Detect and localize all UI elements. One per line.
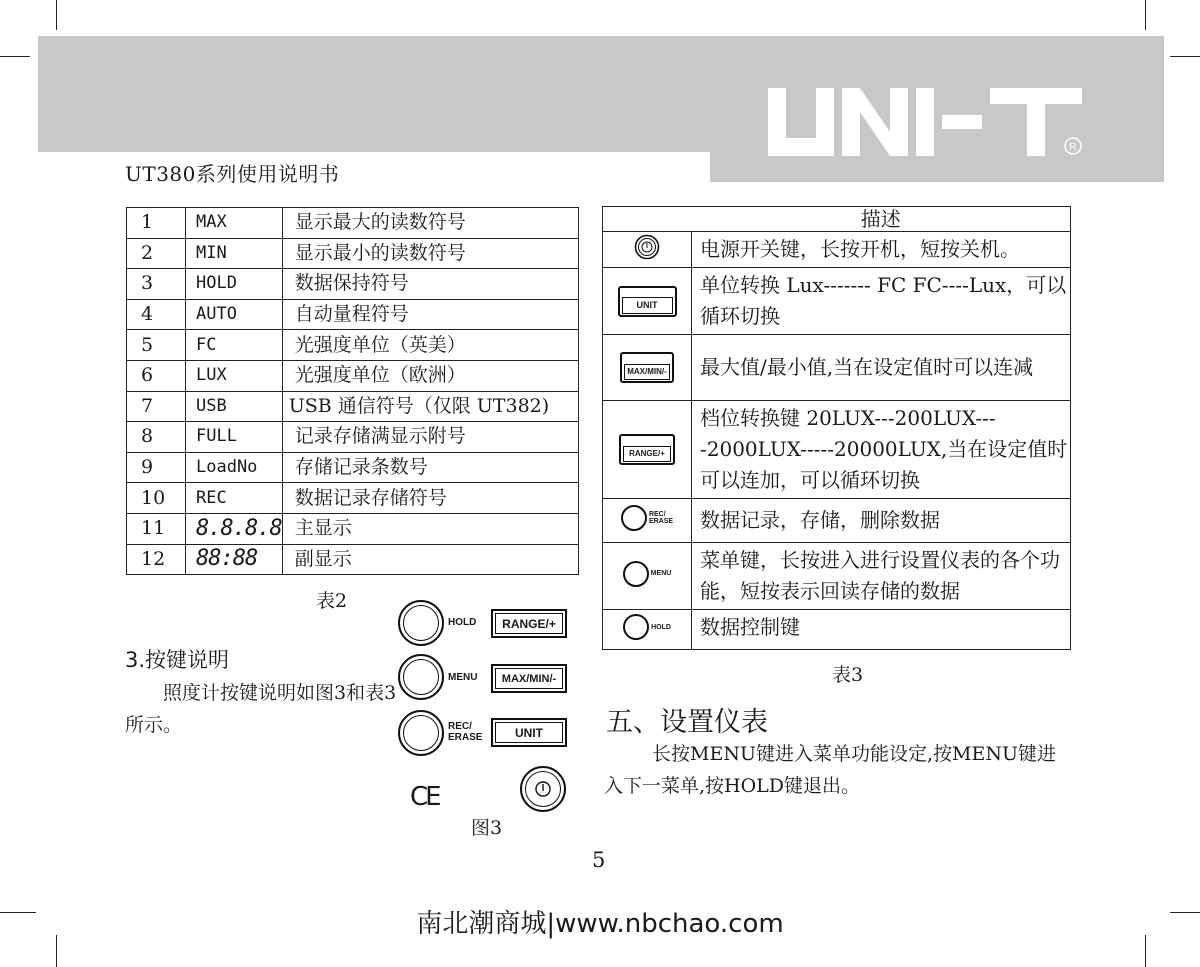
table-row bbox=[127, 391, 579, 422]
rec-erase-key-desc: 数据记录，存储，删除数据 bbox=[692, 499, 1071, 543]
table-row bbox=[127, 513, 579, 544]
menu-key-icon bbox=[398, 654, 444, 700]
table-row bbox=[127, 483, 579, 514]
symbol-description: 光强度单位（英美） bbox=[282, 330, 578, 361]
maxmin-key-desc: 最大值/最小值,当在设定值时可以连减 bbox=[692, 335, 1071, 401]
range-key-icon: RANGE/+ bbox=[619, 434, 675, 465]
symbol-description: 显示最小的读数符号 bbox=[282, 238, 578, 269]
power-key-icon bbox=[634, 234, 660, 260]
unit-key-icon: UNIT bbox=[491, 718, 567, 747]
menu-ring-icon bbox=[623, 561, 649, 587]
symbol-description: 光强度单位（欧洲） bbox=[282, 360, 578, 391]
symbol-code: USB bbox=[186, 391, 283, 422]
lcd-digits-icon bbox=[186, 513, 283, 544]
rec-erase-key-icon bbox=[398, 710, 444, 756]
row-number: 3 bbox=[127, 269, 186, 300]
symbol-description: 副显示 bbox=[282, 544, 578, 575]
crop-mark bbox=[1145, 0, 1146, 30]
symbol-description: 显示最大的读数符号 bbox=[282, 208, 578, 239]
crop-mark bbox=[1170, 56, 1200, 57]
table-row bbox=[127, 238, 579, 269]
symbol-code: MAX bbox=[186, 208, 283, 239]
ce-mark: CE bbox=[410, 782, 439, 812]
row-number: 12 bbox=[127, 544, 186, 575]
symbol-description: USB 通信符号（仅限 UT382) bbox=[282, 391, 578, 422]
maxmin-key-cell bbox=[603, 335, 692, 401]
unit-key-desc: 单位转换 Lux------- FC FC----Lux，可以循环切换 bbox=[692, 268, 1071, 335]
symbol-description: 主显示 bbox=[282, 513, 578, 544]
symbol-description: 记录存储满显示附号 bbox=[282, 422, 578, 453]
table-row bbox=[127, 269, 579, 300]
key-table-corner bbox=[603, 207, 692, 232]
symbol-code: MIN bbox=[186, 238, 283, 269]
doc-title: UT380系列使用说明书 bbox=[125, 162, 340, 186]
table-row bbox=[127, 330, 579, 361]
symbol-code: LoadNo bbox=[186, 452, 283, 483]
lcd-digits-text: 88:88 bbox=[196, 546, 258, 572]
table-row bbox=[127, 422, 579, 453]
symbol-code: AUTO bbox=[186, 299, 283, 330]
row-number: 8 bbox=[127, 422, 186, 453]
range-key-desc: 档位转换键 20LUX---200LUX----2000LUX-----20000LUX,当在设定值时可以连加，可以循环切换 bbox=[692, 401, 1071, 499]
row-number: 6 bbox=[127, 360, 186, 391]
row-number: 11 bbox=[127, 513, 186, 544]
range-key-cell bbox=[603, 401, 692, 499]
symbol-code: FC bbox=[186, 330, 283, 361]
key-table-header: 描述 bbox=[692, 207, 1071, 232]
rec-erase-key-icon bbox=[621, 505, 673, 531]
table2-caption: 表2 bbox=[316, 590, 348, 612]
hold-ring-icon bbox=[623, 614, 649, 640]
hold-key-cell bbox=[603, 610, 692, 650]
symbol-code: LUX bbox=[186, 360, 283, 391]
row-number: 9 bbox=[127, 452, 186, 483]
key-table bbox=[602, 206, 1071, 650]
rec-erase-key-cell bbox=[603, 499, 692, 543]
range-key-icon: RANGE/+ bbox=[491, 609, 567, 638]
unit-key-icon: UNIT bbox=[618, 286, 677, 317]
symbol-table bbox=[126, 207, 579, 575]
unit-key-cell bbox=[603, 268, 692, 335]
symbol-description: 存储记录条数号 bbox=[282, 452, 578, 483]
row-number: 10 bbox=[127, 483, 186, 514]
rec-erase-key-label: REC/ ERASE bbox=[448, 721, 483, 743]
hold-key-label: HOLD bbox=[448, 617, 477, 628]
maxmin-key-icon: MAX/MIN/- bbox=[491, 664, 567, 693]
table-row bbox=[127, 452, 579, 483]
maxmin-key-icon: MAX/MIN/- bbox=[620, 352, 674, 383]
symbol-description: 数据记录存储符号 bbox=[282, 483, 578, 514]
symbol-description: 自动量程符号 bbox=[282, 299, 578, 330]
section3-heading: 3.按键说明 bbox=[125, 648, 230, 672]
section3-paragraph: 照度计按键说明如图3和表3所示。 bbox=[125, 682, 397, 736]
row-number: 1 bbox=[127, 208, 186, 239]
section5-paragraph: 长按MENU键进入菜单功能设定,按MENU键进入下一菜单,按HOLD键退出。 bbox=[604, 743, 1056, 797]
row-number: 7 bbox=[127, 391, 186, 422]
rec-erase-ring-icon bbox=[621, 505, 647, 531]
table-row bbox=[127, 208, 579, 239]
symbol-code: REC bbox=[186, 483, 283, 514]
menu-key-label: MENU bbox=[448, 672, 478, 683]
table-row bbox=[127, 544, 579, 575]
symbol-description: 数据保持符号 bbox=[282, 269, 578, 300]
menu-key-desc: 菜单键，长按进入进行设置仪表的各个功能，短按表示回读存储的数据 bbox=[692, 543, 1071, 610]
power-key-cell bbox=[603, 232, 692, 268]
symbol-code: FULL bbox=[186, 422, 283, 453]
menu-key-cell bbox=[603, 543, 692, 610]
hold-key-icon bbox=[398, 600, 444, 646]
table-row bbox=[127, 299, 579, 330]
row-number: 4 bbox=[127, 299, 186, 330]
page-number: 5 bbox=[592, 848, 606, 872]
crop-mark bbox=[56, 0, 57, 30]
figure3 bbox=[398, 598, 578, 813]
footer-watermark: 南北潮商城|www.nbchao.com bbox=[416, 909, 784, 939]
svg-text:R: R bbox=[1069, 142, 1077, 153]
table3-caption: 表3 bbox=[832, 664, 864, 686]
menu-key-icon: MENU bbox=[623, 561, 672, 587]
uni-t-logo bbox=[768, 88, 1086, 156]
hold-key-icon: HOLD bbox=[623, 614, 671, 640]
power-key-desc: 电源开关键，长按开机，短按关机。 bbox=[692, 232, 1071, 268]
section5-heading: 五、设置仪表 bbox=[606, 707, 768, 738]
symbol-code: HOLD bbox=[186, 269, 283, 300]
power-symbol-icon bbox=[534, 780, 552, 798]
table-row bbox=[127, 360, 579, 391]
figure3-caption: 图3 bbox=[471, 817, 503, 839]
hold-key-desc: 数据控制键 bbox=[692, 610, 1071, 650]
lcd-digits-icon bbox=[186, 544, 283, 575]
lcd-digits-text: 8.8.8.8 bbox=[196, 515, 282, 541]
rec-erase-key-label: REC/ ERASE bbox=[648, 511, 674, 525]
crop-mark bbox=[0, 56, 30, 57]
row-number: 2 bbox=[127, 238, 186, 269]
row-number: 5 bbox=[127, 330, 186, 361]
